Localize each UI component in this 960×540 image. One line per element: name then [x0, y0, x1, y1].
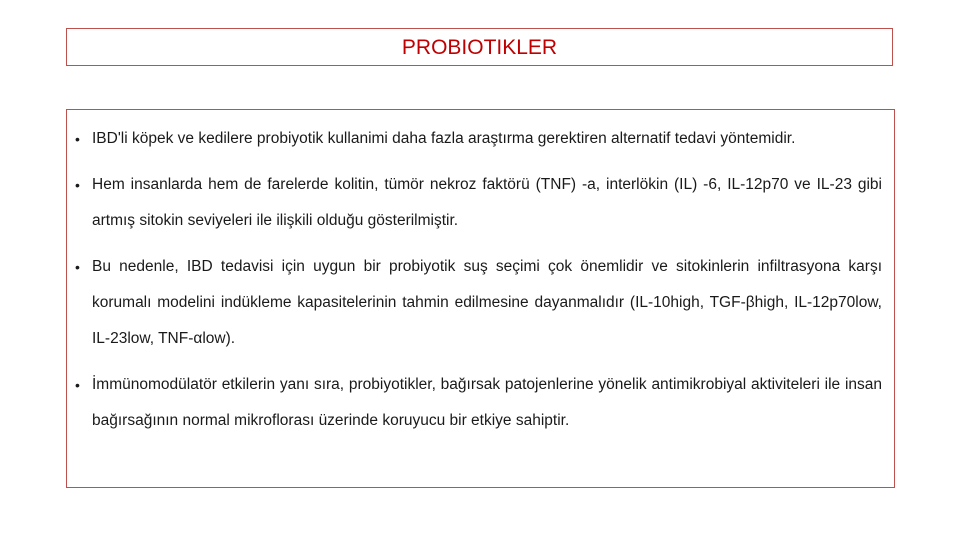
bullet-item	[67, 367, 894, 439]
bullet-text: Hem insanlarda hem de farelerde kolitin, tümör nekroz faktörü (TNF) -a, interlökin (IL) -6, IL-12p70 ve IL-23 gibi artmış sitokin seviyeleri ile ilişkili olduğu gösterilmiştir.	[92, 176, 882, 229]
bullet-item	[67, 249, 894, 357]
bullet-dot-icon: •	[75, 259, 80, 275]
bullet-dot-icon: •	[75, 377, 80, 393]
bullet-list	[67, 121, 894, 449]
title-box	[66, 28, 893, 66]
bullet-item	[67, 121, 894, 157]
content-box	[66, 109, 895, 488]
bullet-text: IBD'li köpek ve kedilere probiyotik kullanimi daha fazla araştırma gerektiren alternatif tedavi yöntemidir.	[92, 130, 796, 147]
bullet-dot-icon: •	[75, 177, 80, 193]
bullet-text: Bu nedenle, IBD tedavisi için uygun bir probiyotik suş seçimi çok önemlidir ve sitokinlerin infiltrasyona karşı korumalı modelini indükleme kapasitelerinin tahmin edilmesine dayanmalıdır (IL-10high, TGF-βhigh, IL-12p70low, IL-23low, TNF-αlow).	[92, 258, 882, 347]
slide-title: PROBIOTIKLER	[401, 36, 558, 59]
bullet-text: İmmünomodülatör etkilerin yanı sıra, probiyotikler, bağırsak patojenlerine yönelik antimikrobiyal aktiviteleri ile insan bağırsağının normal mikroflorası üzerinde koruyucu bir etkiye sahiptir.	[92, 376, 882, 429]
bullet-item	[67, 167, 894, 239]
bullet-dot-icon: •	[75, 131, 80, 147]
